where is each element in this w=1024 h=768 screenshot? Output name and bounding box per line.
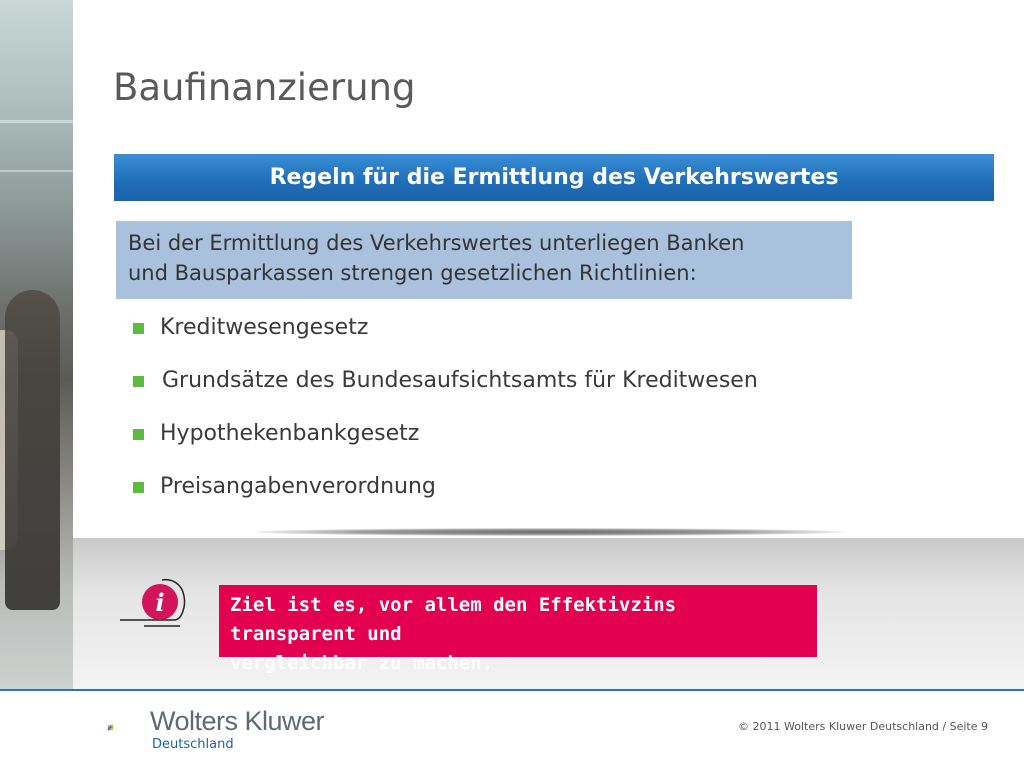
footer-divider	[0, 689, 1024, 691]
bullet-label: Kreditwesengesetz	[160, 315, 369, 340]
note-text-line: Ziel ist es, vor allem den Effektivzins transparent und	[230, 594, 677, 645]
info-icon	[118, 576, 190, 632]
svg-text:i: i	[155, 588, 165, 617]
intro-text-line: Bei der Ermittlung des Verkehrswertes unterliegen Banken	[128, 231, 745, 255]
divider-shadow	[255, 528, 845, 536]
photo-rail	[0, 170, 73, 172]
photo-rail	[0, 120, 73, 123]
photo-figure	[5, 290, 60, 610]
intro-text-line: und Bausparkassen strengen gesetzlichen Richtlinien:	[128, 261, 697, 285]
square-bullet-icon	[133, 482, 144, 493]
wolters-kluwer-logo-icon	[107, 702, 151, 758]
note-box	[219, 585, 817, 674]
bullet-label: Grundsätze des Bundesaufsichtsamts für Kreditwesen	[162, 368, 758, 393]
logo-wordmark: Wolters Kluwer	[150, 706, 325, 736]
note-text-line: vergleichbar zu machen.	[230, 652, 494, 674]
side-photo	[0, 0, 73, 690]
bullet-label: Hypothekenbankgesetz	[160, 421, 420, 446]
square-bullet-icon	[133, 323, 144, 334]
copyright-text: © 2011 Wolters Kluwer Deutschland / Seite 9	[738, 720, 988, 733]
square-bullet-icon	[133, 429, 144, 440]
page-title: Baufinanzierung	[113, 66, 416, 109]
square-bullet-icon	[133, 376, 144, 387]
section-header-bar	[114, 154, 994, 201]
intro-box	[116, 221, 852, 299]
section-header-label: Regeln für die Ermittlung des Verkehrswertes	[269, 165, 839, 190]
bullet-label: Preisangabenverordnung	[160, 474, 436, 499]
logo-region: Deutschland	[152, 737, 234, 752]
